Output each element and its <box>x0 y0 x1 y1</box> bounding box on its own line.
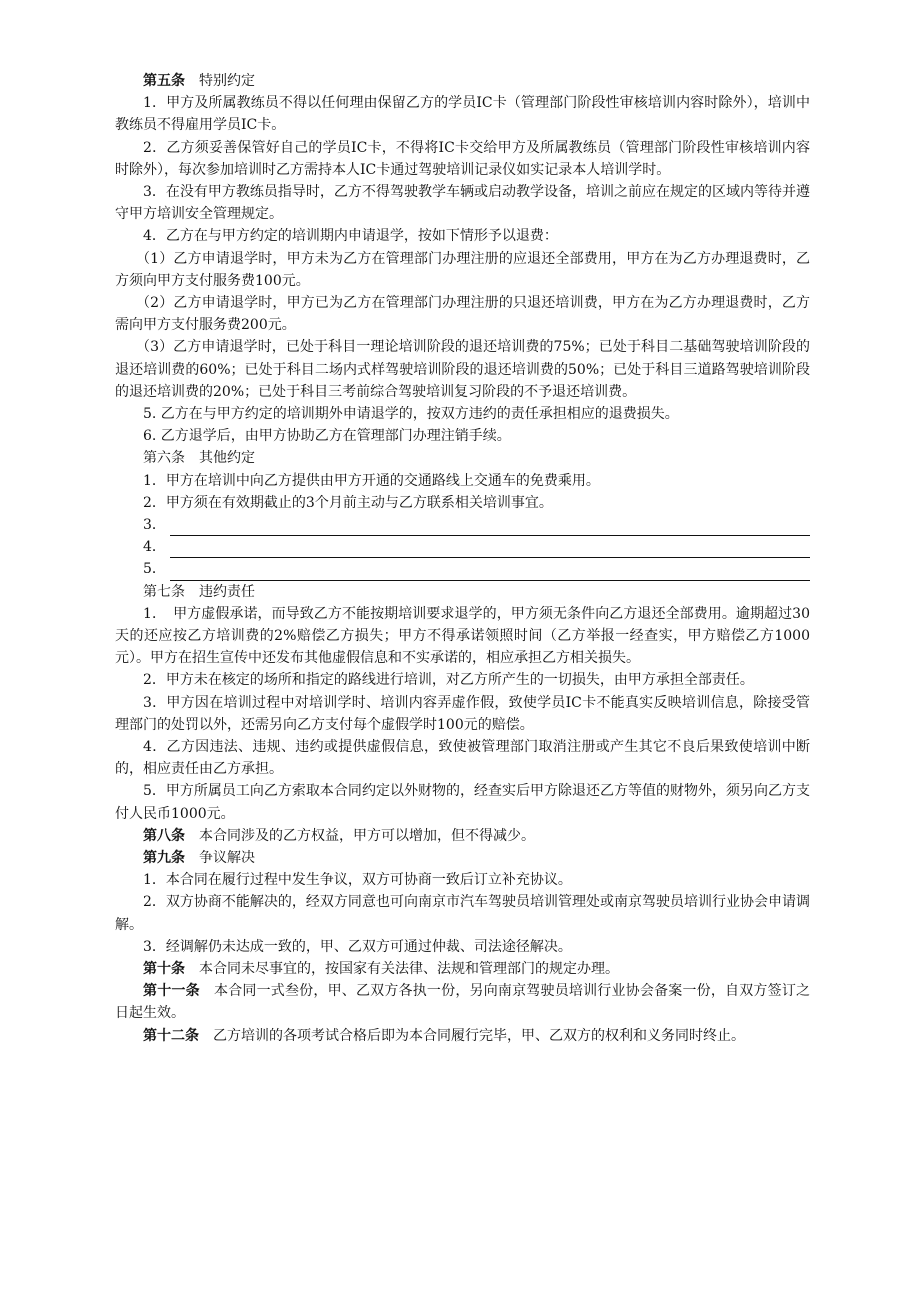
article-6-item-2: 2．甲方须在有效期截止的3个月前主动与乙方联系相关培训事宜。 <box>143 494 553 511</box>
article-9-heading: 第九条 争议解决 <box>143 850 255 867</box>
article-5-item-5: 5. 乙方在与甲方约定的培训期外申请退学的，按双方违约的责任承担相应的退费损失。 <box>143 406 679 423</box>
article-6-heading: 第六条 其他约定 <box>143 450 255 467</box>
fill-in-line <box>170 543 810 558</box>
article-5-item-1: 1．甲方及所属教练员不得以任何理由保留乙方的学员IC卡（管理部门阶段性审核培训内容时除外），培训中教练员不得雇用学员IC卡。 <box>115 95 810 134</box>
article-6-blank-5: 5． <box>115 558 810 580</box>
article-7-item-1: 1． 甲方虚假承诺，而导致乙方不能按期培训要求退学的，甲方须无条件向乙方退还全部费用。逾期超过30天的还应按乙方培训费的2%赔偿乙方损失；甲方不得承诺领照时间（乙方举报一经查实，甲方赔偿乙方1000元）。甲方在招生宣传中还发布其他虚假信息和不实承诺的，相应承担乙方相关损失。 <box>115 605 810 667</box>
article-6-item-1: 1．甲方在培训中向乙方提供由甲方开通的交通路线上交通车的免费乘用。 <box>143 472 600 489</box>
article-11: 第十一条 本合同一式叁份，甲、乙双方各执一份，另向南京驾驶员培训行业协会备案一份，自双方签订之日起生效。 <box>115 983 811 1022</box>
article-12: 第十二条 乙方培训的各项考试合格后即为本合同履行完毕，甲、乙双方的权利和义务同时终止。 <box>143 1027 745 1044</box>
fill-in-line <box>170 566 810 581</box>
article-7-heading: 第七条 违约责任 <box>143 583 255 600</box>
contract-page <box>115 70 810 1047</box>
fill-in-line <box>170 521 810 536</box>
article-5-item-3: 3．在没有甲方教练员指导时，乙方不得驾驶教学车辆或启动教学设备，培训之前应在规定的区域内等待并遵守甲方培训安全管理规定。 <box>115 184 810 223</box>
article-9-item-2: 2．双方协商不能解决的，经双方同意也可向南京市汽车驾驶员培训管理处或南京驾驶员培训行业协会申请调解。 <box>115 894 810 933</box>
article-6-blank-4: 4． <box>115 536 810 558</box>
article-7-item-4: 4．乙方因违法、违规、违约或提供虚假信息，致使被管理部门取消注册或产生其它不良后果致使培训中断的，相应责任由乙方承担。 <box>115 739 810 778</box>
article-5-item-4: 4．乙方在与甲方约定的培训期内申请退学，按如下情形予以退费： <box>143 228 558 245</box>
article-5-subitem-1: （1）乙方申请退学时，甲方未为乙方在管理部门办理注册的应退还全部费用，甲方在为乙方办理退费时，乙方须向甲方支付服务费100元。 <box>115 250 810 289</box>
article-5-item-2: 2．乙方须妥善保管好自己的学员IC卡，不得将IC卡交给甲方及所属教练员（管理部门阶段性审核培训内容时除外），每次参加培训时乙方需持本人IC卡通过驾驶培训记录仪如实记录本人培训学时。 <box>115 139 810 178</box>
article-5-heading: 第五条 特别约定 <box>143 73 255 89</box>
article-7-item-5: 5．甲方所属员工向乙方索取本合同约定以外财物的，经查实后甲方除退还乙方等值的财物外，须另向乙方支付人民币1000元。 <box>115 783 810 822</box>
article-9-item-1: 1．本合同在履行过程中发生争议，双方可协商一致后订立补充协议。 <box>143 872 572 889</box>
article-9-item-3: 3．经调解仍未达成一致的，甲、乙双方可通过仲裁、司法途径解决。 <box>143 938 572 955</box>
article-7-item-3: 3．甲方因在培训过程中对培训学时、培训内容弄虚作假，致使学员IC卡不能真实反映培训信息，除接受管理部门的处罚以外，还需另向乙方支付每个虚假学时100元的赔偿。 <box>115 694 810 733</box>
article-5-subitem-2: （2）乙方申请退学时，甲方已为乙方在管理部门办理注册的只退还培训费，甲方在为乙方办理退费时，乙方需向甲方支付服务费200元。 <box>115 295 810 334</box>
article-6-blank-3: 3． <box>115 514 810 536</box>
article-7-item-2: 2．甲方未在核定的场所和指定的路线进行培训，对乙方所产生的一切损失，由甲方承担全部责任。 <box>143 672 754 689</box>
article-8: 第八条 本合同涉及的乙方权益，甲方可以增加，但不得减少。 <box>143 827 535 844</box>
article-5-item-6: 6. 乙方退学后，由甲方协助乙方在管理部门办理注销手续。 <box>143 428 511 445</box>
article-5-subitem-3: （3）乙方申请退学时，已处于科目一理论培训阶段的退还培训费的75%；已处于科目二基础驾驶培训阶段的退还培训费的60%；已处于科目二场内式样驾驶培训阶段的退还培训费的50%；已处于科目三道路驾驶培训阶段的退还培训费的20%；已处于科目三考前综合驾驶培训复习阶段的不予退还培训费。 <box>115 339 810 400</box>
article-10: 第十条 本合同未尽事宜的，按国家有关法律、法规和管理部门的规定办理。 <box>143 961 619 978</box>
